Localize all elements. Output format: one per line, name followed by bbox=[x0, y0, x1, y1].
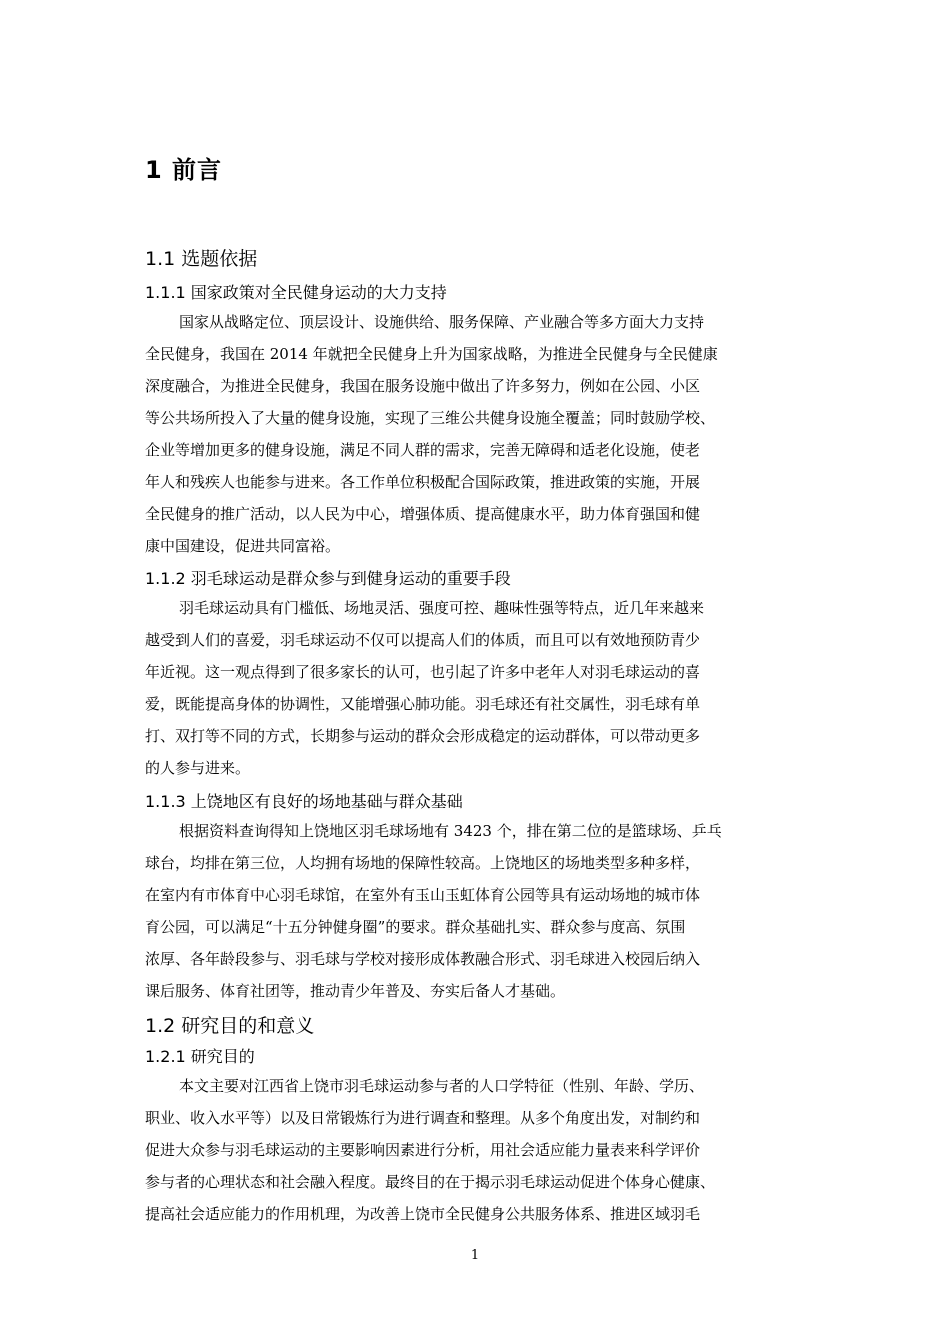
paragraph-line: 育公园，可以满足“十五分钟健身圈”的要求。群众基础扎实、群众参与度高、氛围 bbox=[145, 918, 686, 936]
paragraph-line: 全民健身的推广活动，以人民为中心，增强体质、提高健康水平，助力体育强国和健 bbox=[145, 505, 701, 523]
paragraph-line: 参与者的心理状态和社会融入程度。最终目的在于揭示羽毛球运动促进个体身心健康、 bbox=[145, 1173, 716, 1191]
subsection-heading-1-1-1: 1.1.1 国家政策对全民健身运动的大力支持 bbox=[145, 283, 447, 302]
paragraph-line: 课后服务、体育社团等，推动青少年普及、夯实后备人才基础。 bbox=[145, 982, 566, 1000]
paragraph-line: 康中国建设，促进共同富裕。 bbox=[145, 537, 341, 555]
subsection-heading-1-1-2: 1.1.2 羽毛球运动是群众参与到健身运动的重要手段 bbox=[145, 569, 511, 588]
paragraph-line: 浓厚、各年龄段参与、羽毛球与学校对接形成体教融合形式、羽毛球进入校园后纳入 bbox=[145, 950, 701, 968]
paragraph-line: 球台，均排在第三位，人均拥有场地的保障性较高。上饶地区的场地类型多种多样， bbox=[145, 854, 701, 872]
section-heading-1-1: 1.1 选题依据 bbox=[145, 248, 258, 270]
paragraph-line: 年人和残疾人也能参与进来。各工作单位积极配合国际政策，推进政策的实施，开展 bbox=[145, 473, 701, 491]
paragraph-line: 深度融合，为推进全民健身，我国在服务设施中做出了许多努力，例如在公园、小区 bbox=[145, 377, 701, 395]
paragraph-line: 的人参与进来。 bbox=[145, 759, 251, 777]
paragraph-line: 全民健身，我国在 2014 年就把全民健身上升为国家战略，为推进全民健身与全民健康 bbox=[145, 345, 718, 363]
paragraph-line: 等公共场所投入了大量的健身设施，实现了三维公共健身设施全覆盖；同时鼓励学校、 bbox=[145, 409, 716, 427]
subsection-heading-1-2-1: 1.2.1 研究目的 bbox=[145, 1047, 255, 1066]
subsection-heading-1-1-3: 1.1.3 上饶地区有良好的场地基础与群众基础 bbox=[145, 792, 463, 811]
paragraph-line: 羽毛球运动具有门槛低、场地灵活、强度可控、趣味性强等特点，近几年来越来 bbox=[179, 599, 705, 617]
paragraph-line: 年近视。这一观点得到了很多家长的认可，也引起了许多中老年人对羽毛球运动的喜 bbox=[145, 663, 701, 681]
paragraph-line: 打、双打等不同的方式，长期参与运动的群众会形成稳定的运动群体，可以带动更多 bbox=[145, 727, 701, 745]
paragraph-line: 国家从战略定位、顶层设计、设施供给、服务保障、产业融合等多方面大力支持 bbox=[179, 313, 705, 331]
paragraph-line: 根据资料查询得知上饶地区羽毛球场地有 3423 个，排在第二位的是篮球场、乒乓 bbox=[179, 822, 722, 840]
paragraph-line: 职业、收入水平等）以及日常锻炼行为进行调查和整理。从多个角度出发，对制约和 bbox=[145, 1109, 701, 1127]
page-number: 1 bbox=[470, 1248, 480, 1263]
section-heading-1-2: 1.2 研究目的和意义 bbox=[145, 1015, 315, 1037]
chapter-title: 1 前言 bbox=[145, 156, 223, 184]
paragraph-line: 企业等增加更多的健身设施，满足不同人群的需求，完善无障碍和适老化设施，使老 bbox=[145, 441, 701, 459]
paragraph-line: 在室内有市体育中心羽毛球馆，在室外有玉山玉虹体育公园等具有运动场地的城市体 bbox=[145, 886, 701, 904]
paragraph-line: 爱，既能提高身体的协调性，又能增强心肺功能。羽毛球还有社交属性，羽毛球有单 bbox=[145, 695, 701, 713]
paragraph-line: 本文主要对江西省上饶市羽毛球运动参与者的人口学特征（性别、年龄、学历、 bbox=[179, 1077, 705, 1095]
paragraph-line: 促进大众参与羽毛球运动的主要影响因素进行分析，用社会适应能力量表来科学评价 bbox=[145, 1141, 701, 1159]
paragraph-line: 越受到人们的喜爱，羽毛球运动不仅可以提高人们的体质，而且可以有效地预防青少 bbox=[145, 631, 701, 649]
paragraph-line: 提高社会适应能力的作用机理，为改善上饶市全民健身公共服务体系、推进区域羽毛 bbox=[145, 1205, 701, 1223]
